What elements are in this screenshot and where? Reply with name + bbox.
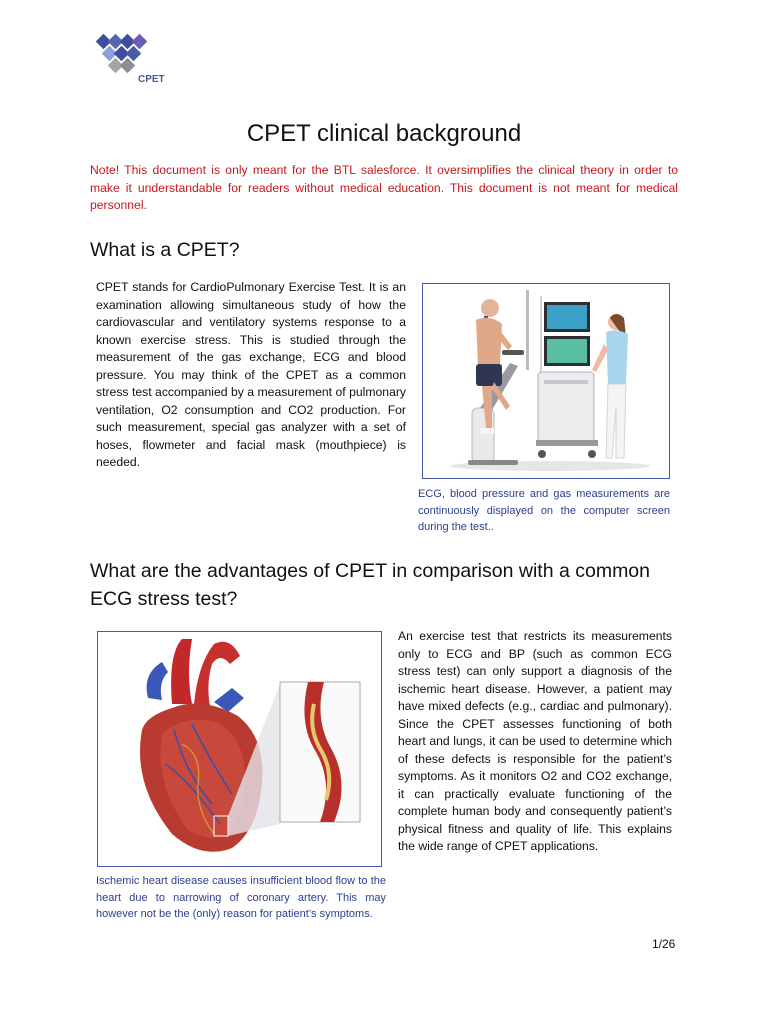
section-heading-advantages: What are the advantages of CPET in comparison with a common ECG stress test?	[90, 560, 650, 610]
page-number: 1/26	[652, 937, 676, 951]
section-body-what-is-cpet: CPET stands for CardioPulmonary Exercise Test. It is an examination allowing simultaneous study of how the cardiovascular and ventilatory systems response to a known exercise stress. This is studied through the measurement of the gas exchange, ECG and blood pressure. You may think of the CPET as a common stress test accompanied by a measurement of pulmonary ventilation, O2 consumption and CO2 production. For such measurement, special gas analyzer with a set of hoses, flowmeter and facial mask (mouthpiece) is needed.	[96, 280, 406, 469]
cpet-exercise-photo	[440, 288, 660, 473]
disclaimer-note: Note! This document is only meant for the BTL salesforce. It oversimplifies the clinical theory in order to make it understandable for readers without medical education. This document is not meant for medical personnel.	[90, 163, 678, 213]
image-caption-cpet: ECG, blood pressure and gas measurements are continuously displayed on the computer screen during the test..	[418, 488, 670, 533]
image-caption-heart: Ischemic heart disease causes insufficient blood flow to the heart due to narrowing of coronary artery. This may however not be the (only) reason for patient’s symptoms.	[96, 875, 386, 920]
logo-text: CPET	[138, 74, 165, 85]
section-heading-what-is-cpet: What is a CPET?	[90, 239, 240, 261]
heart-artery-illustration	[102, 634, 378, 864]
section-body-advantages: An exercise test that restricts its measurements only to ECG and BP (such as common ECG stress test) can only support a diagnosis of the ischemic heart disease. However, a patient may have mixed defects (e.g., cardiac and pulmonary). Since the CPET assesses functioning of both heart and lungs, it can be used to determine which of these defects is responsible for the patient’s symptoms. As it monitors O2 and CO2 exchange, it can practically evaluate functioning of the complete human body and consequently patient’s physical fitness and quality of life. This explains the wide range of CPET applications.	[398, 629, 672, 853]
page-title: CPET clinical background	[246, 120, 522, 147]
